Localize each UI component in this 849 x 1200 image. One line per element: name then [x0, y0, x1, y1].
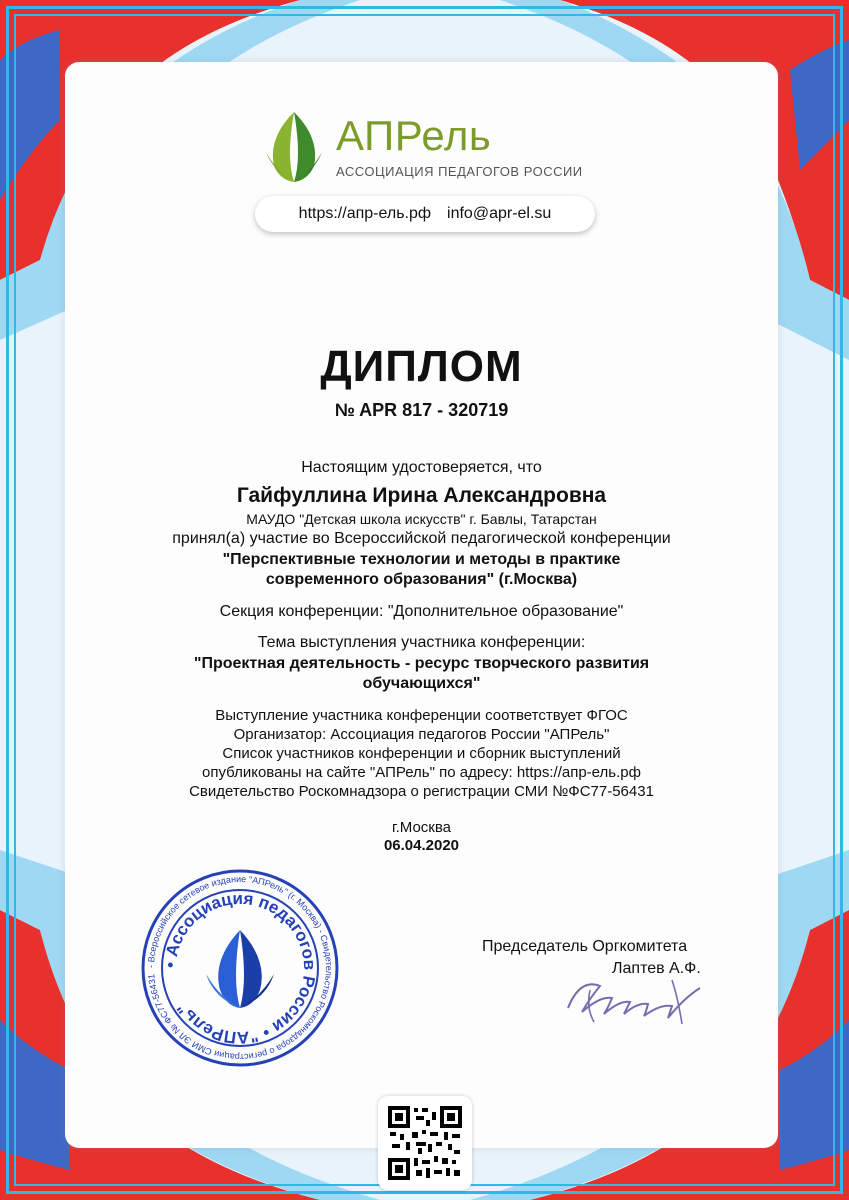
- leaf-logo-icon: [264, 108, 324, 184]
- info-line-5: Свидетельство Роскомнадзора о регистрации СМИ №ФС77-56431: [189, 783, 654, 800]
- city-text: г.Москва: [391, 819, 452, 836]
- info-line-3: Список участников конференции и сборник выступлений: [222, 745, 621, 762]
- conference-title-line1: "Перспективные технологии и методы в практике: [222, 551, 621, 568]
- diploma-number: № APR 817 - 320719: [334, 400, 509, 420]
- date-text: 06.04.2020: [383, 837, 460, 854]
- diploma-title: ДИПЛОМ: [320, 342, 523, 391]
- topic-label: Тема выступления участника конференции:: [257, 634, 586, 651]
- chair-title: Председатель Оргкомитета: [482, 938, 688, 955]
- email-link[interactable]: info@apr-el.su: [447, 205, 552, 222]
- signer-name: Лаптев А.Ф.: [612, 960, 701, 977]
- stamp-seal: [140, 868, 340, 1068]
- info-line-2: Организатор: Ассоциация педагогов России "АПРель": [233, 726, 610, 743]
- intro-text: Настоящим удостоверяется, что: [301, 459, 542, 476]
- qr-code[interactable]: [378, 1096, 472, 1190]
- participation-text: принял(а) участие во Всероссийской педагогической конференции: [172, 530, 671, 547]
- info-line-4: опубликованы на сайте "АПРель" по адресу: https://апр-ель.рф: [202, 764, 641, 781]
- stamp-inner-text: • Ассоциация педагогов России • "АПРель": [160, 888, 320, 1048]
- recipient-name: Гайфуллина Ирина Александровна: [236, 484, 607, 507]
- logo-subtitle: АССОЦИАЦИЯ ПЕДАГОГОВ РОССИИ: [336, 164, 583, 179]
- topic-line1: "Проектная деятельность - ресурс творческого развития: [193, 655, 650, 672]
- organization-text: МАУДО "Детская школа искусств" г. Бавлы, Татарстан: [246, 511, 597, 527]
- conference-title-line2: современного образования" (г.Москва): [265, 571, 578, 588]
- logo: [264, 108, 594, 188]
- topic-line2: обучающихся": [362, 675, 481, 692]
- website-link[interactable]: https://апр-ель.рф: [298, 205, 432, 222]
- svg-text:• Ассоциация педагогов России: [161, 889, 319, 1047]
- contacts-pill: [255, 196, 595, 232]
- qr-code-icon: [388, 1106, 462, 1180]
- handwritten-signature: [560, 968, 710, 1028]
- logo-title: АПРель: [336, 112, 492, 159]
- info-line-1: Выступление участника конференции соответствует ФГОС: [215, 707, 628, 724]
- section-text: Секция конференции: "Дополнительное образование": [219, 603, 624, 620]
- stamp-outer-text: - Всероссийское сетевое издание "АПРель" (г. Москва) - Свидетельство Роскомнадзора о регистрации СМИ ЭЛ № ФС77-56431: [145, 873, 335, 1063]
